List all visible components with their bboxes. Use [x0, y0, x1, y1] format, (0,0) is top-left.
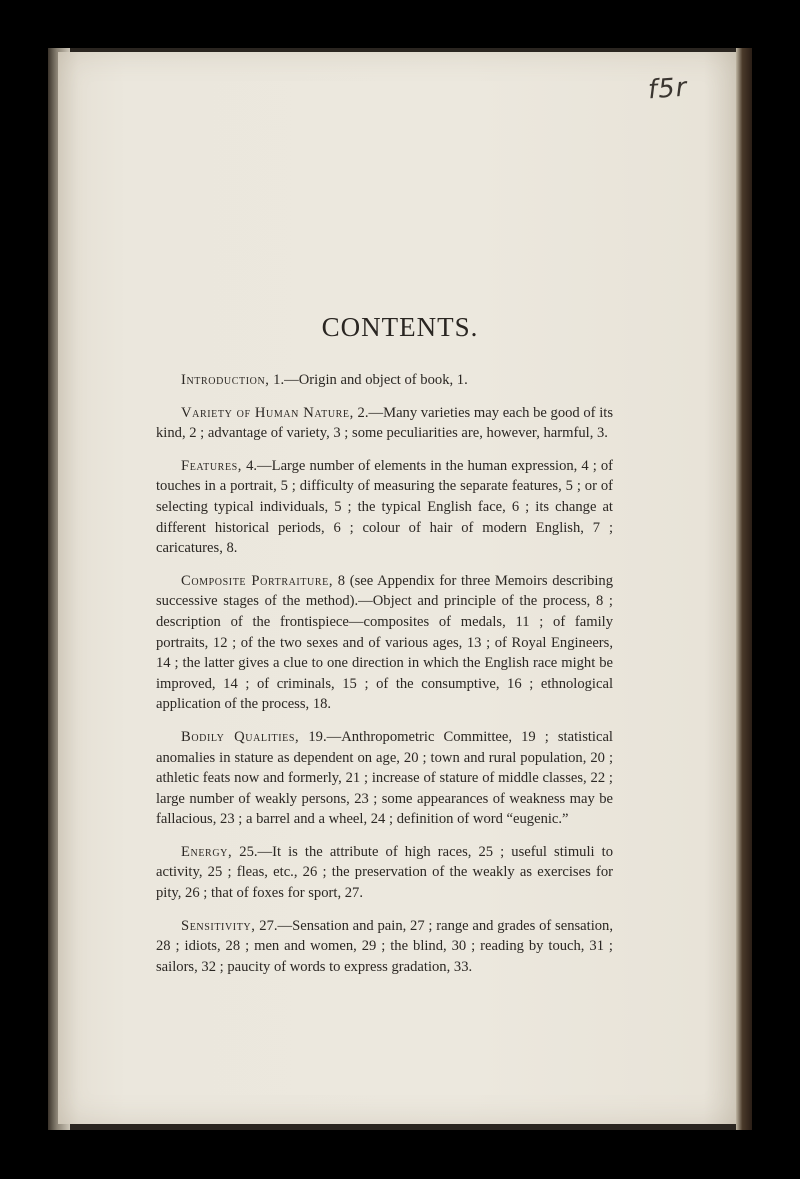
entry-text: 8 (see Appendix for three Memoirs describing successive stages of the method).—Object and principle of the process, 8 ; description of the frontispiece—composites of medals, 11 ; of family portraits, 12 ; of the two sexes and of various ages, 13 ; of Royal Engineers, 14 ; the latter gives a clue to one direction in which the English race might be improved, 14 ; of criminals, 15 ; of the consumptive, 16 ; ethnological application of the process, 18.	[156, 572, 613, 713]
entry-text: 25.—It is the attribute of high races, 25 ; useful stimuli to activity, 25 ; fleas, etc., 26 ; the preservation of the weakly as exercises for pity, 26 ; that of foxes for sport, 27.	[156, 843, 613, 902]
folio-annotation: f5r	[647, 72, 689, 106]
contents-entry-features	[156, 456, 613, 559]
contents-list	[156, 370, 613, 989]
entry-heading: Features,	[181, 457, 243, 474]
entry-heading: Variety of Human Nature,	[181, 404, 354, 421]
contents-entry-sensitivity	[156, 916, 613, 978]
entry-heading: Sensitivity,	[181, 917, 256, 934]
contents-entry-composite-portraiture	[156, 571, 613, 715]
entry-heading: Energy,	[181, 843, 233, 860]
entry-heading: Bodily Qualities,	[181, 728, 300, 745]
entry-text: 4.—Large number of elements in the human expression, 4 ; of touches in a portrait, 5 ; difficulty of measuring the separate features, 5 ; or of selecting typical individuals, 5 ; the typical English face, 6 ; its change at different historical periods, 6 ; colour of hair of modern English, 7 ; caricatures, 8.	[156, 457, 613, 557]
entry-text: 27.—Sensation and pain, 27 ; range and grades of sensation, 28 ; idiots, 28 ; men and women, 29 ; the blind, 30 ; reading by touch, 31 ; sailors, 32 ; paucity of words to express gradation, 33.	[156, 917, 613, 975]
page-title: CONTENTS.	[321, 312, 479, 342]
contents-entry-variety	[156, 403, 613, 444]
contents-entry-bodily-qualities	[156, 727, 613, 830]
entry-text: 2.—Many varieties may each be good of its kind, 2 ; advantage of variety, 3 ; some peculiarities are, however, harmful, 3.	[156, 404, 613, 442]
contents-entry-introduction	[156, 370, 613, 391]
contents-entry-energy	[156, 842, 613, 904]
entry-text: 19.—Anthropometric Committee, 19 ; statistical anomalies in stature as dependent on age, 20 ; town and rural population, 20 ; athletic feats now and formerly, 21 ; increase of stature of middle classes, 22 ; large number of weakly persons, 23 ; some appearances of weakness may be fallacious, 23 ; a barrel and a wheel, 24 ; definition of word “eugenic.”	[156, 728, 613, 828]
entry-heading: Introduction,	[181, 372, 270, 388]
page-right-edge	[736, 48, 752, 1130]
entry-heading: Composite Portraiture,	[181, 572, 334, 589]
entry-text: 1.—Origin and object of book, 1.	[269, 372, 468, 388]
